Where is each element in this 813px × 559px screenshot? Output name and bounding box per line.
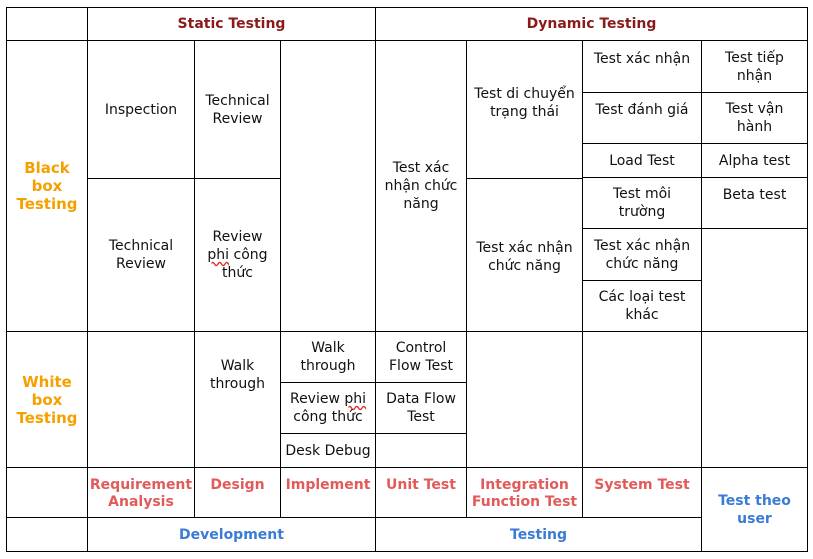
technical-review-cell-2: Technical Review (108, 238, 174, 272)
alpha-test-cell: Alpha test (718, 152, 791, 169)
confirmation-test-cell: Test xác nhận (593, 51, 691, 67)
beta-test-cell: Beta test (722, 187, 787, 203)
design-phase: Design (210, 477, 265, 493)
review-phi-cong-thuc-cell-2 (281, 383, 375, 433)
review-phi-cong-thuc-cell (195, 179, 280, 331)
white-box-testing-label: White box Testing (16, 372, 78, 427)
system-test-phase: System Test (594, 477, 690, 493)
black-box-testing-label: Black box Testing (16, 159, 78, 213)
phi-text: phi (207, 247, 230, 263)
implement-phase: Implement (285, 477, 371, 493)
walk-through-implement-cell: Walk through (300, 340, 356, 374)
review-text: Review (212, 229, 263, 245)
review-text: Review (289, 391, 345, 407)
control-flow-test-cell: Control Flow Test (389, 340, 453, 374)
static-testing-header: Static Testing (177, 16, 286, 32)
unit-test-phase: Unit Test (386, 477, 456, 493)
acceptance-test-cell: Test tiếp nhận (725, 49, 784, 84)
inspection-cell: Inspection (104, 101, 178, 118)
state-transition-test-cell: Test di chuyển trạng thái (474, 86, 575, 120)
cong-thuc-text: công thức (293, 409, 363, 425)
data-flow-test-cell: Data Flow Test (386, 391, 456, 425)
technical-review-cell: Technical Review (205, 92, 270, 127)
dynamic-testing-header: Dynamic Testing (526, 16, 657, 32)
evaluation-test-cell: Test đánh giá (595, 102, 689, 118)
testing-footer: Testing (510, 526, 567, 543)
unit-functional-test-cell: Test xác nhận chức năng (384, 160, 458, 212)
development-footer: Development (179, 526, 284, 543)
phi-text: phi (344, 391, 367, 407)
load-test-cell: Load Test (609, 152, 675, 169)
walk-through-design-cell: Walk through (209, 357, 265, 392)
environment-test-cell: Test môi trường (612, 186, 672, 220)
user-test-phase: Test theo user (718, 493, 791, 527)
system-functional-test-cell: Test xác nhận chức năng (593, 237, 691, 272)
requirement-analysis-phase: Requirement Analysis (89, 477, 193, 510)
integration-function-test-phase: Integration Function Test (471, 477, 578, 510)
other-tests-cell: Các loại test khác (598, 289, 686, 323)
desk-debug-cell: Desk Debug (285, 442, 371, 459)
operation-test-cell: Test vận hành (725, 101, 784, 135)
cong-thuc-text: công thức (222, 247, 268, 281)
integration-functional-test-cell: Test xác nhận chức năng (476, 240, 573, 274)
